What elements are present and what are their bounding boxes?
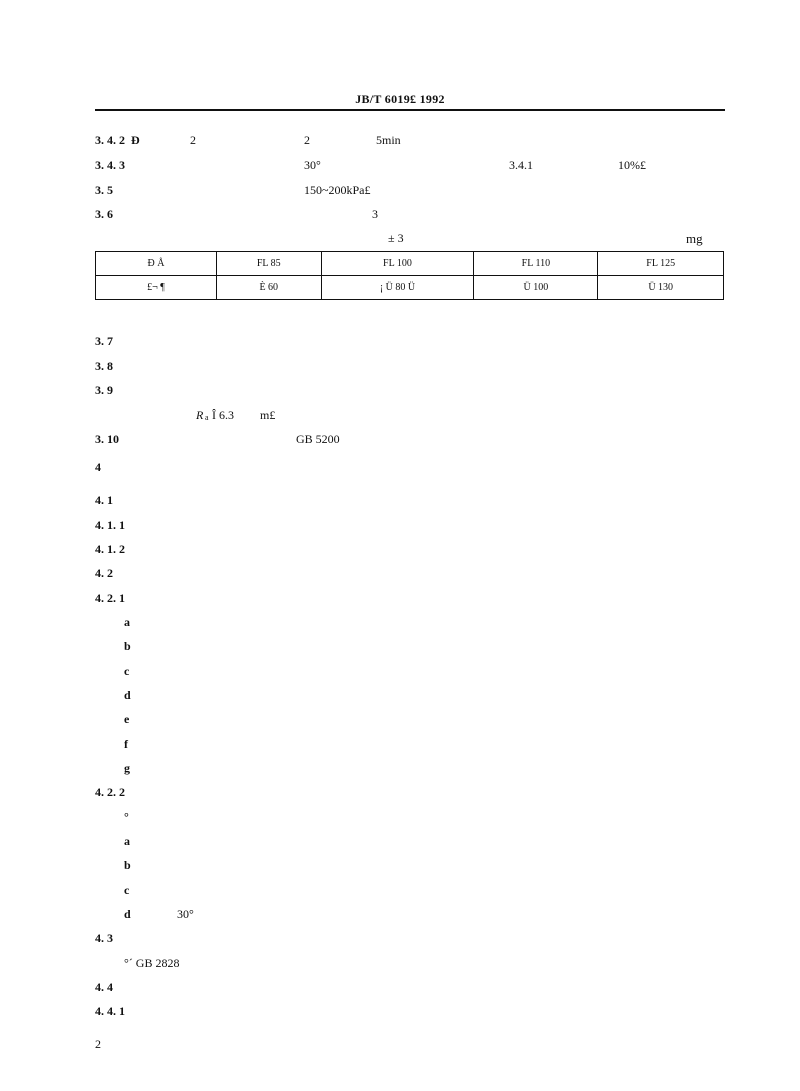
clause-number: 4. 4 [95, 980, 113, 994]
clause-4-4 [0, 980, 800, 996]
clause-number: 4. 3 [95, 931, 113, 945]
table-cell: Ü 130 [598, 276, 724, 300]
roughness-symbol: R [196, 408, 204, 422]
list-item-a [0, 615, 800, 631]
clause-text: °´ GB 2828 [124, 956, 180, 970]
clause-text: Ð [131, 133, 140, 147]
clause-text: 2 [190, 133, 196, 147]
clause-number: 4. 2. 2 [95, 785, 125, 799]
table-header-cell: Ð Å [96, 252, 217, 276]
clause-text: 2 [304, 133, 310, 147]
unit-label: mg [686, 231, 703, 246]
spec-table [95, 251, 724, 300]
list-item-e [0, 712, 800, 728]
table-header-cell: FL 85 [217, 252, 322, 276]
clause-number: 4. 2. 1 [95, 591, 125, 605]
item-letter: e [124, 712, 130, 726]
item-letter: c [124, 664, 130, 678]
clause-number: 3. 7 [95, 334, 113, 348]
item-letter: b [124, 639, 131, 653]
item-letter: f [124, 737, 128, 751]
item-text: 30° [177, 907, 194, 921]
list-item-f [0, 737, 800, 753]
table-cell: Ü 100 [474, 276, 598, 300]
list-item-c2 [0, 883, 800, 899]
clause-3-8 [0, 359, 800, 375]
clause-3-9 [0, 383, 800, 399]
item-letter: d [124, 688, 131, 702]
header-rule [95, 109, 725, 111]
clause-text: 3 [372, 207, 378, 221]
table-header-row [96, 252, 724, 276]
list-item-b [0, 639, 800, 655]
roughness-unit: m£ [260, 408, 276, 422]
roughness-value: Î 6.3 [212, 408, 234, 422]
clause-number: 4 [95, 460, 101, 474]
clause-number: 3. 6 [95, 207, 113, 221]
list-item-g [0, 761, 800, 777]
list-item-d2 [0, 907, 800, 923]
page-number: 2 [95, 1037, 101, 1051]
table-row [96, 276, 724, 300]
table-header-cell: FL 125 [598, 252, 724, 276]
table-cell: £¬ ¶ [96, 276, 217, 300]
clause-text: 30° [304, 158, 321, 172]
clause-4-1-2 [0, 542, 800, 558]
section-4 [0, 460, 800, 476]
clause-4-2-1 [0, 591, 800, 607]
clause-4-2 [0, 566, 800, 582]
table-cell: ¡ Ü 80 Ü [321, 276, 474, 300]
clause-number: 3. 9 [95, 383, 113, 397]
list-item-d [0, 688, 800, 704]
clause-number: 3. 5 [95, 183, 113, 197]
clause-4-2-2-intro [0, 810, 800, 826]
clause-text: 3.4.1 [509, 158, 533, 172]
clause-number: 4. 1. 1 [95, 518, 125, 532]
table-caption-text: ± 3 [388, 231, 404, 245]
clause-number: 4. 1. 2 [95, 542, 125, 556]
item-letter: c [124, 883, 130, 897]
clause-text: 150~200kPa£ [304, 183, 371, 197]
clause-4-3-body [0, 956, 800, 972]
item-letter: b [124, 858, 131, 872]
list-item-b2 [0, 858, 800, 874]
clause-4-3 [0, 931, 800, 947]
item-letter: g [124, 761, 130, 775]
item-letter: a [124, 834, 130, 848]
list-item-a2 [0, 834, 800, 850]
list-item-c [0, 664, 800, 680]
table-header-cell: FL 100 [321, 252, 474, 276]
table-caption [0, 231, 800, 247]
clause-number: 3. 4. 3 [95, 158, 125, 172]
clause-number: 4. 1 [95, 493, 113, 507]
clause-3-4-3 [0, 158, 800, 174]
item-letter: a [124, 615, 130, 629]
clause-3-6 [0, 207, 800, 223]
clause-number: 4. 4. 1 [95, 1004, 125, 1018]
table-header-cell: FL 110 [474, 252, 598, 276]
clause-text: GB 5200 [296, 432, 340, 446]
clause-text: 10%£ [618, 158, 646, 172]
item-letter: d [124, 907, 131, 921]
clause-number: 4. 2 [95, 566, 113, 580]
roughness-subscript: a [205, 413, 209, 422]
clause-number: 3. 4. 2 [95, 133, 125, 147]
clause-number: 3. 10 [95, 432, 119, 446]
clause-3-7 [0, 334, 800, 350]
clause-4-1 [0, 493, 800, 509]
page-header: JB/T 6019£ 1992 [355, 92, 445, 106]
table-cell: È 60 [217, 276, 322, 300]
clause-4-1-1 [0, 518, 800, 534]
clause-text: ° [124, 810, 129, 824]
clause-3-10 [0, 432, 800, 448]
clause-4-4-1 [0, 1004, 800, 1020]
clause-4-2-2 [0, 785, 800, 801]
clause-3-4-2 [0, 133, 800, 149]
clause-number: 3. 8 [95, 359, 113, 373]
clause-3-5 [0, 183, 800, 199]
roughness-line [0, 408, 800, 424]
clause-text: 5min [376, 133, 401, 147]
